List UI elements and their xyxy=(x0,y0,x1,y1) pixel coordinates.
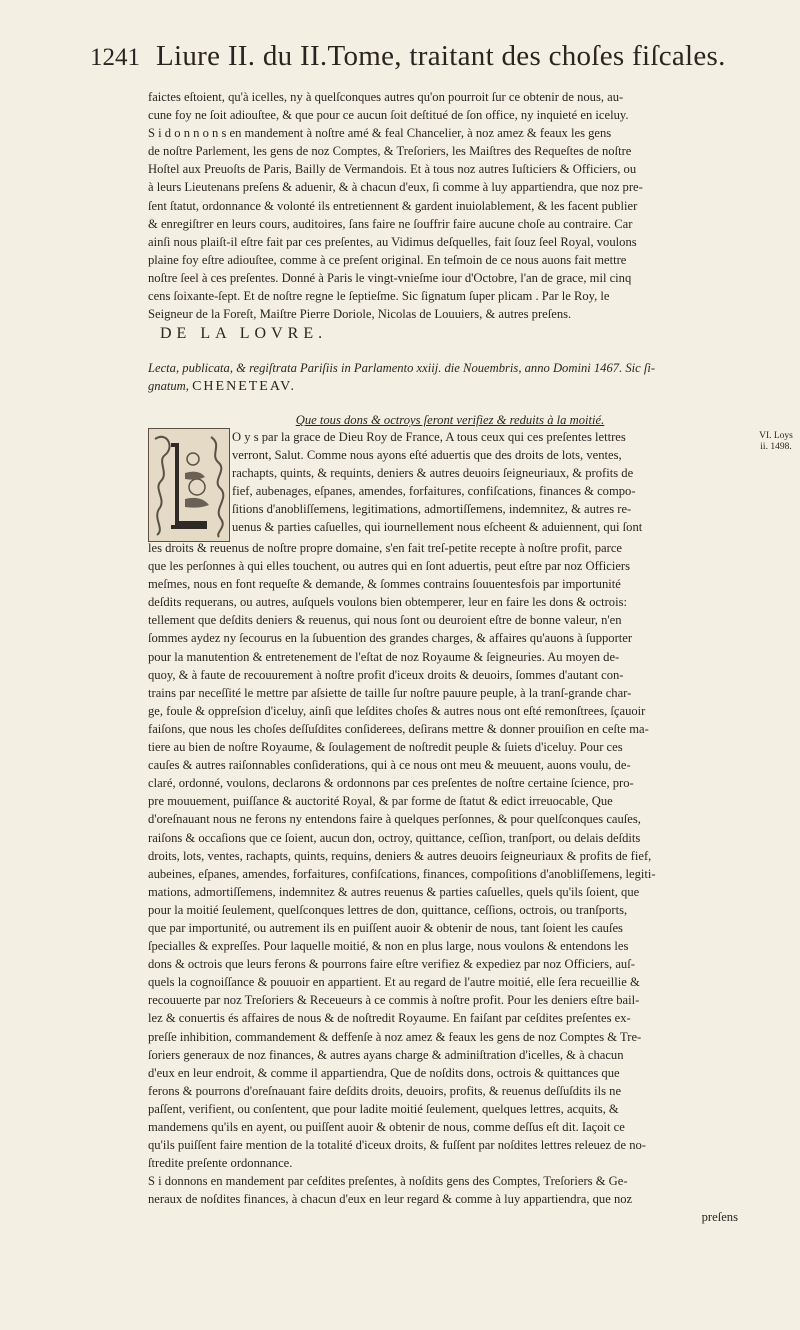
text-line: verront, Salut. Comme nous ayons eſté aduertis que des droits de lots, ventes, xyxy=(232,448,622,463)
drop-cap-text-block xyxy=(232,428,752,537)
text-line: O y s par la grace de Dieu Roy de France, A tous ceux qui ces preſentes lettres xyxy=(232,430,626,444)
text-line: aubeines, eſpanes, amendes, forfaitures, confiſcations, finances, compoſitions d'anobliſſemens, legiti- xyxy=(148,866,656,881)
text-line: d'eux en leur endroit, & comme il appartiendra, Que de noſdits dons, octrois & quittances que xyxy=(148,1065,620,1080)
upper-text-block xyxy=(148,88,752,431)
text-line: faictes eſtoient, qu'à icelles, ny à quelſconques autres qu'on pourroit ſur ce obtenir de nous, au- xyxy=(148,90,624,104)
catchword: preſens xyxy=(701,1210,738,1225)
text-line: ſommes aydez ny ſecourus en la ſubuention des grandes charges, & affaires qu'auons à ſupporter xyxy=(148,631,633,646)
text-line: pour la moitié ſeulement, quelſconques lettres de don, quittance, ceſſions, octrois, ou tranſports, xyxy=(148,902,628,917)
registration-line-2 xyxy=(148,377,752,395)
text-line: uenus & parties caſuelles, qui iournellement nous eſcheent & aduiennent, qui ſont xyxy=(232,520,643,535)
ornamental-initial-l-icon xyxy=(148,428,230,542)
text-line: plaine foy eſtre adiouſtee, comme à ce preſent original. En teſmoin de ce nous auons fait mettre xyxy=(148,252,627,267)
text-line: ſoriers generaux de noz finances, & autres ayans charge & adminiſtration d'icelles, & à chacun xyxy=(148,1047,624,1062)
lower-text-block xyxy=(148,539,752,1227)
text-line: paſſent, verifient, ou conſentent, que pour ladite moitié ſeulement, quelques lettres, acquits, & xyxy=(148,1101,619,1116)
text-line: lez & conuertis és affaires de nous & de noſtredit Royaume. En faiſant par ceſdites preſentes ex- xyxy=(148,1011,631,1026)
text-line: quoy, & à faute de recouurement à noſtre profit d'iceux droits & deuoirs, ſommes d'autant con- xyxy=(148,667,624,682)
text-line: pour la manutention & entretenement de l'eſtat de noz Royaume & ſeigneuries. Au moyen de- xyxy=(148,649,620,664)
text-line: & enregiſtrer en leurs cours, auditoires, ſans faire ne ſouffrir faire aucune choſe au contraire. Car xyxy=(148,216,633,231)
text-line: les droits & reuenus de noſtre propre domaine, s'en fait treſ-petite recepte à noſtre profit, parce xyxy=(148,541,622,555)
text-line: claré, ordonné, voulons, declarons & ordonnons par ces preſentes de noſtre certaine ſcience, pro- xyxy=(148,776,634,791)
page-number: 1241 xyxy=(90,44,140,71)
text-line: S i donnons en mandement par ceſdites preſentes, à noſdits gens des Comptes, Treſoriers & Ge- xyxy=(148,1174,628,1189)
text-line: Seigneur de la Foreſt, Maiſtre Pierre Doriole, Nicolas de Louuiers, & autres preſens. xyxy=(148,307,572,322)
registration-prefix: gnatum, xyxy=(148,379,189,394)
running-title: Liure II. du II.Tome, traitant des choſes fiſcales. xyxy=(156,40,726,72)
text-line: ſtredite preſente ordonnance. xyxy=(148,1156,293,1171)
signatory-name: DE LA LOVRE. xyxy=(160,325,328,343)
text-line: Hoſtel aux Preuoſts de Paris, Bailly de Vermandois. Et à tous noz autres Iuſticiers & Officiers, ou xyxy=(148,162,637,177)
text-line: tellement que deſdits deniers & reuenus, qui nous ſont ou deuroient eſtre de bonne valeur, n'en xyxy=(148,613,622,628)
text-line: meſmes, nous en font requeſte & demande, & ſommes contrains ſouuentesfois par importunité xyxy=(148,577,621,592)
section-heading: Que tous dons & octroys ſeront verifiez & reduits à la moitié. xyxy=(295,413,605,428)
text-line: cens ſoixante-ſept. Et de noſtre regne le ſeptieſme. Sic ſignatum ſuper plicam . Par le Roy, le xyxy=(148,289,610,304)
text-line: mandemens qu'ils en ayent, ou puiſſent auoir & obtenir de nous, comme deſſus eſt dit. Iaçoit ce xyxy=(148,1120,625,1134)
margin-note: VI. Loys ii. 1498. xyxy=(759,431,793,452)
text-line: ſpecialles & expreſſes. Pour laquelle moitié, & non en plus large, nous voulons & entendons les xyxy=(148,939,629,954)
text-line: mations, admortiſſemens, indemnitez & autres reuenus & parties caſuelles, quels qu'ils ſoient, que xyxy=(148,884,640,899)
text-line: trains par neceſſité le mettre par aſsiette de taille ſur noſtre pauure peuple, à la tranſ-grande char- xyxy=(148,685,632,700)
text-line: quels la cognoiſſance & pouuoir en appartient. Et au regard de l'autre moitié, elle ſera recueillie & xyxy=(148,975,640,990)
text-line: tiere au bien de noſtre Royaume, & ſoulagement de noſtredit peuple & ſuiets d'iceluy. Pour ces xyxy=(148,740,623,755)
text-line: recouuerte par noz Treſoriers & Receueurs à ce commis à noſtre profit. Pour les deniers eſtre bail- xyxy=(148,993,640,1008)
text-line: ſitions d'anobliſſemens, legitimations, admortiſſemens, indemnitez, & autres re- xyxy=(232,502,632,517)
text-line: qu'ils puiſſent faire mention de la totalité d'iceux droits, & fuſſent par noſdites lettres releuez de no- xyxy=(148,1138,646,1153)
text-line: faiſons, que nous les choſes deſſuſdites conſiderees, deſirans mettre & donner prouiſion en ceſte ma- xyxy=(148,721,649,736)
text-line: neraux de noſdites finances, à chacun d'eux en leur regard & comme à luy appartiendra, que noz xyxy=(148,1192,633,1207)
text-line: raiſons & occaſions que ce ſoient, aucun don, octroy, quittance, ceſſion, tranſport, ou delais deſdits xyxy=(148,830,641,845)
second-signatory: CHENETEAV. xyxy=(192,379,296,395)
registration-line: Lecta, publicata, & regiſtrata Pariſiis in Parlamento xxiij. die Nouembris, anno Domini 1467. Sic ſi- xyxy=(148,361,656,376)
text-line: ainſi nous plaiſt-il eſtre fait par ces preſentes, au Vidimus deſquelles, fait ſouz ſeel Royal, voulons xyxy=(148,234,637,249)
text-line: à leurs Lieutenans preſens & aduenir, & à chacun d'eux, ſi comme à luy appartiendra, que noz pre- xyxy=(148,180,643,195)
text-line: S i d o n n o n s en mandement à noſtre amé & feal Chancelier, à noz amez & feaux les gens xyxy=(148,126,612,141)
text-line: que les perſonnes à qui elles touchent, ou autres qui en ſont aduertis, peut eſtre par noz Officiers xyxy=(148,559,631,574)
running-head xyxy=(90,40,730,86)
spacer xyxy=(148,395,752,409)
text-line: ſent ſtatut, ordonnance & volonté ils entretiennent & gardent inuiolablement, & les facent publier xyxy=(148,198,638,213)
text-line: droits, lots, ventes, rachapts, quints, requins, deniers & autres deuoirs ſeigneuriaux & profits de fief, xyxy=(148,848,652,863)
text-line: deſdits requerans, ou autres, auſquels voulons bien obtemperer, leur en faire les dons & octrois: xyxy=(148,595,627,610)
text-line: ge, foule & oppreſsion d'iceluy, ainſi que leſdites choſes & autres nous ont eſté remonſtrees, ſçauoir xyxy=(148,703,646,718)
text-line: d'oreſnauant nous ne ferons ny entendons faire à quelques perſonnes, & pour quelſconques cauſes, xyxy=(148,812,641,827)
text-line: pre mouuement, puiſſance & auctorité Royal, & par forme de ſtatut & edict irreuocable, Que xyxy=(148,794,613,809)
text-line: cauſes & autres raiſonnables conſiderations, qui à ce nous ont meu & meuuent, auons voulu, de- xyxy=(148,758,631,773)
text-line: que par importunité, ou autrement ils en puiſſent auoir & obtenir de nous, tant ſoient les cauſes xyxy=(148,920,623,935)
text-line: cune foy ne ſoit adiouſtee, & que pour ce aucun ſoit deſtitué de ſon office, ny inquieté en iceluy. xyxy=(148,108,629,123)
text-line: de noſtre Parlement, les gens de noz Comptes, & Treſoriers, les Maiſtres des Requeſtes de noſtre xyxy=(148,144,632,159)
text-line: fief, aubenages, eſpanes, amendes, forfaitures, confiſcations, finances & compo- xyxy=(232,484,636,499)
text-line: rachapts, quints, & requints, deniers & autres deuoirs ſeigneuriaux, & profits de xyxy=(232,466,634,481)
text-line: preſſe inhibition, commandement & deffenſe à noz amez & feaux les gens de noz Comptes & Tre- xyxy=(148,1029,642,1044)
text-line: noſtre ſeel à ces preſentes. Donné à Paris le vingt-vnieſme iour d'Octobre, l'an de grace, mil cinq xyxy=(148,270,632,285)
text-line: dons & octrois que leurs ferons & pourrons faire eſtre verifiez & expediez par noz Officiers, auſ- xyxy=(148,957,635,972)
spacer xyxy=(148,345,752,359)
text-line: ferons & pourrons d'oreſnauant faire deſdits droits, deuoirs, profits, & reuenus deſſuſdits ils ne xyxy=(148,1083,622,1098)
